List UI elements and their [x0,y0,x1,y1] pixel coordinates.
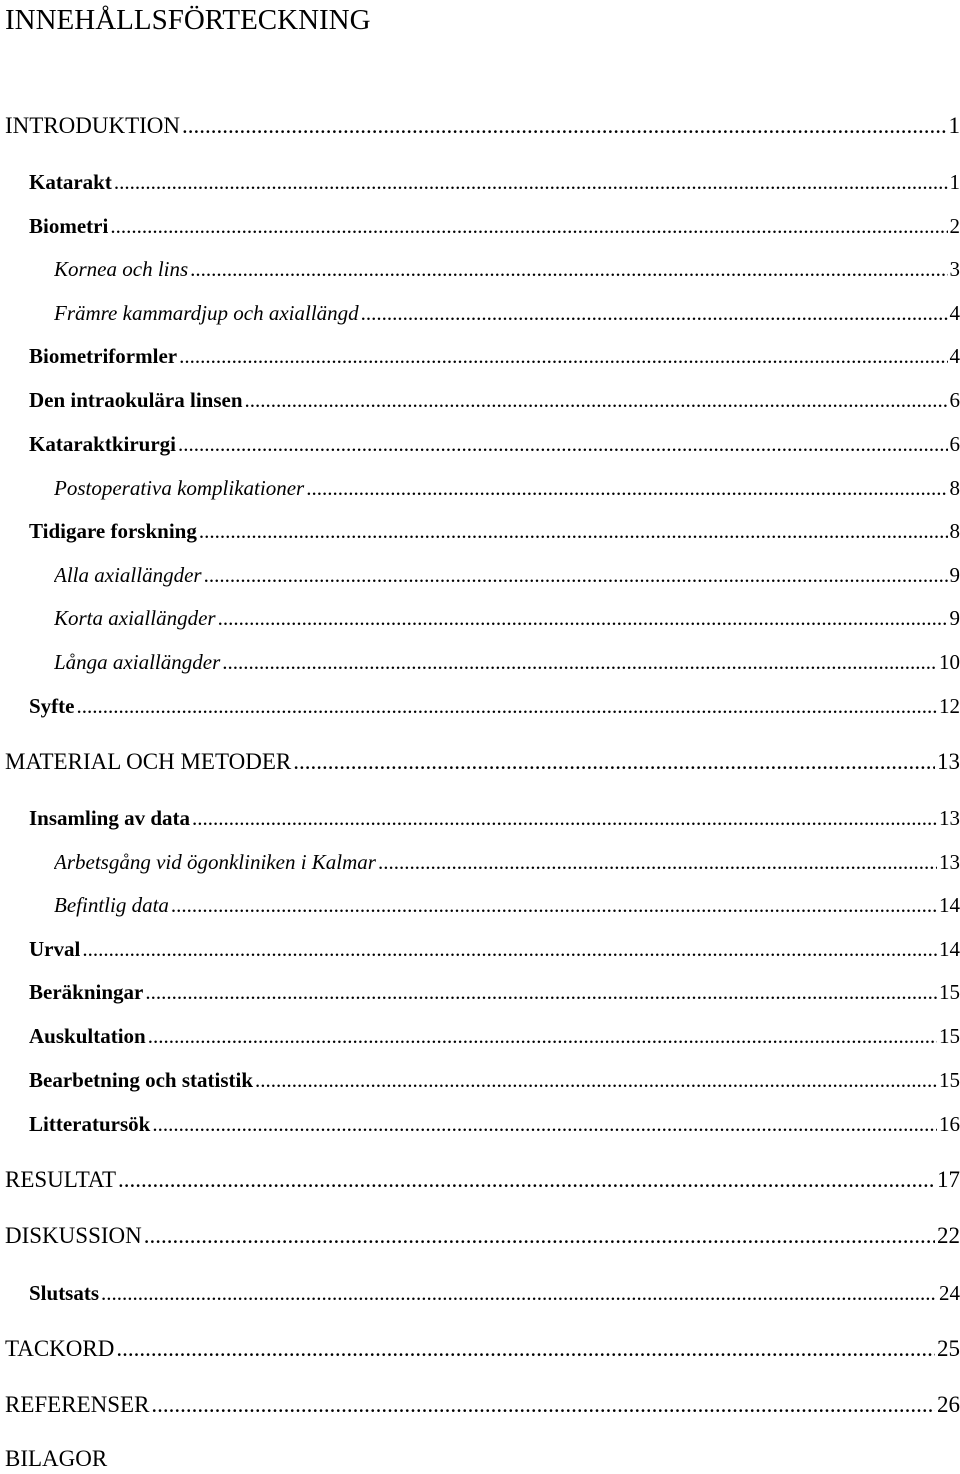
toc-entry[interactable] [54,473,960,503]
toc-entry-label: Biometriformler [29,344,178,368]
toc-entry-label: Syfte [29,694,75,718]
toc-entry[interactable] [5,747,960,777]
toc-entry-label: Slutsats [29,1281,100,1305]
toc-page-number: 17 [937,1167,960,1192]
toc-entry-label: Alla axiallängder [54,563,202,587]
toc-entry-label: REFERENSER [5,1392,150,1417]
toc-entry[interactable] [29,167,960,197]
toc-dot-leader [118,1165,935,1195]
toc-entry-label: MATERIAL OCH METODER [5,749,292,774]
toc-entry[interactable] [54,254,960,284]
toc-dot-leader [77,691,938,721]
toc-entry[interactable] [29,1278,960,1308]
toc-entry[interactable] [29,934,960,964]
toc-dot-leader [116,1334,935,1364]
toc-entry-label: Kataraktkirurgi [29,432,176,456]
toc-entry-label: INTRODUKTION [5,113,181,138]
toc-entry-label: Arbetsgång vid ögonkliniken i Kalmar [54,850,376,874]
toc-dot-leader [245,385,948,415]
toc-entry-label: Litteratursök [29,1112,151,1136]
toc-dot-leader [151,1390,935,1420]
toc-entry[interactable] [5,111,960,141]
toc-entry[interactable] [54,298,960,328]
toc-entry[interactable] [29,341,960,371]
toc-entry[interactable] [29,1109,960,1139]
toc-dot-leader [306,473,947,503]
toc-page-number: 14 [939,893,960,917]
toc-page-number: 8 [949,519,960,543]
toc-entry[interactable] [5,1334,960,1364]
toc-page-number: 12 [939,694,960,718]
toc-entry-label: DISKUSSION [5,1223,142,1248]
toc-page-number: 8 [949,476,960,500]
toc-entry[interactable] [54,560,960,590]
toc-entry[interactable] [29,1065,960,1095]
toc-entry[interactable] [5,1221,960,1251]
toc-dot-leader [101,1278,937,1308]
toc-page-number: 26 [937,1392,960,1417]
toc-entry-label: Katarakt [29,170,112,194]
toc-dot-leader [192,803,937,833]
toc-dot-leader [114,167,948,197]
toc-page-number: 1 [948,113,960,138]
toc-page-number: 13 [939,806,960,830]
toc-dot-leader [361,298,948,328]
toc-entry-bilagor[interactable]: BILAGOR [5,1446,108,1471]
toc-page-number: 4 [949,301,960,325]
toc-dot-leader [152,1109,937,1139]
toc-dot-leader [171,890,937,920]
toc-dot-leader [293,747,935,777]
toc-entry[interactable] [29,691,960,721]
toc-page-number: 15 [939,1068,960,1092]
toc-dot-leader [144,1221,935,1251]
toc-entry-label: Postoperativa komplikationer [54,476,305,500]
toc-entry[interactable] [29,385,960,415]
toc-entry-label: Urval [29,937,81,961]
toc-page-number: 14 [939,937,960,961]
toc-entry-label: TACKORD [5,1336,115,1361]
page-title: INNEHÅLLSFÖRTECKNING [5,4,371,36]
toc-entry-label: Den intraokulära linsen [29,388,243,412]
toc-dot-leader [199,516,948,546]
toc-dot-leader [255,1065,937,1095]
toc-dot-leader [148,1021,937,1051]
toc-page-number: 13 [939,850,960,874]
toc-page-number: 9 [949,563,960,587]
toc-entry[interactable] [5,1390,960,1420]
toc-entry-label: Långa axiallängder [54,650,221,674]
toc-entry[interactable] [29,516,960,546]
toc-entry[interactable] [29,803,960,833]
toc-page-number: 10 [939,650,960,674]
toc-page-number: 13 [937,749,960,774]
toc-page-number: 6 [949,388,960,412]
toc-entry-label: Tidigare forskning [29,519,197,543]
toc-entry-label: Kornea och lins [54,257,189,281]
toc-page-number: 6 [949,432,960,456]
toc-page-number: 1 [949,170,960,194]
toc-entry-label: Beräkningar [29,980,144,1004]
toc-dot-leader [110,211,947,241]
toc-dot-leader [82,934,937,964]
toc-page-number: 9 [949,606,960,630]
toc-dot-leader [222,647,937,677]
toc-entry[interactable] [29,429,960,459]
toc-page-number: 24 [939,1281,960,1305]
toc-dot-leader [218,603,948,633]
toc-entry[interactable] [29,977,960,1007]
toc-page-number: 25 [937,1336,960,1361]
toc-entry[interactable] [54,603,960,633]
toc-entry[interactable] [54,647,960,677]
toc-page-number: 16 [939,1112,960,1136]
toc-page-number: 4 [949,344,960,368]
toc-entry-label: Korta axiallängder [54,606,216,630]
toc-dot-leader [190,254,947,284]
toc-entry-label: Befintlig data [54,893,169,917]
toc-entry-label: Bearbetning och statistik [29,1068,254,1092]
toc-entry[interactable] [5,1165,960,1195]
toc-dot-leader [204,560,948,590]
toc-page-number: 15 [939,980,960,1004]
toc-dot-leader [378,847,937,877]
toc-entry[interactable] [54,847,960,877]
toc-entry-label: Biometri [29,214,109,238]
toc-dot-leader [179,341,947,371]
toc-dot-leader [145,977,937,1007]
toc-entry-label: Insamling av data [29,806,191,830]
toc-page-number: 15 [939,1024,960,1048]
toc-entry[interactable] [54,890,960,920]
toc-entry[interactable] [29,1021,960,1051]
toc-entry-label: Auskultation [29,1024,146,1048]
toc-page-number: 2 [949,214,960,238]
toc-dot-leader [182,111,946,141]
toc-page-number: 22 [937,1223,960,1248]
toc-page-number: 3 [949,257,960,281]
toc-dot-leader [178,429,948,459]
toc-entry-label: Främre kammardjup och axiallängd [54,301,359,325]
toc-entry-label: RESULTAT [5,1167,117,1192]
toc-entry[interactable] [29,211,960,241]
